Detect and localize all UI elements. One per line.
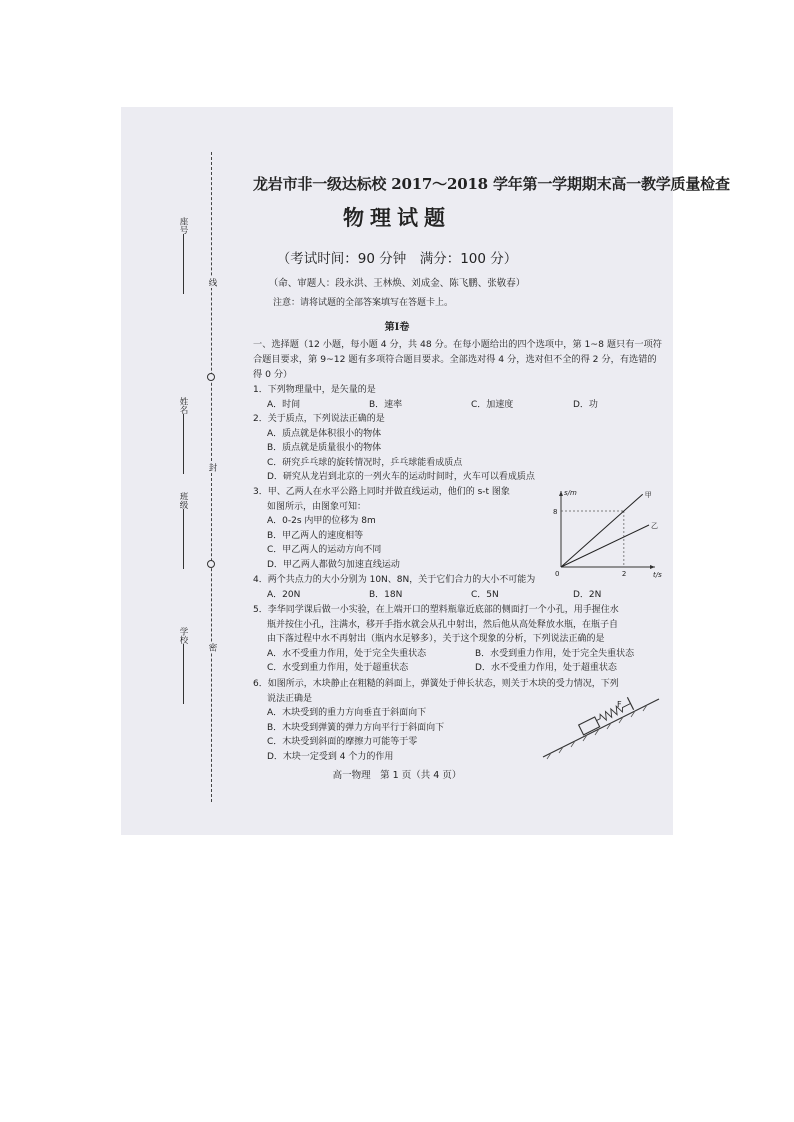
binding-word-mi: 密 xyxy=(207,643,217,652)
option-b: B．18N xyxy=(369,589,403,600)
option-c: C．5N xyxy=(471,589,499,600)
authors-line: （命、审题人：段永洪、王林焕、刘成金、陈飞鹏、张敬春） xyxy=(268,278,526,289)
question-2 xyxy=(253,412,535,485)
series-label-1: 乙 xyxy=(651,522,658,530)
series-line-0 xyxy=(561,494,643,567)
option-b: B．木块受到弹簧的弹力方向平行于斜面向下 xyxy=(267,722,445,733)
class-field: 班级 xyxy=(177,492,189,569)
spring-wall xyxy=(627,697,633,710)
x-tick-label: 2 xyxy=(621,570,627,578)
option-d: D．功 xyxy=(573,399,598,410)
option-c: C．木块受到斜面的摩擦力可能等于零 xyxy=(267,737,418,747)
volume-heading: 第Ⅰ卷 xyxy=(384,322,410,333)
option-b: B．速率 xyxy=(369,399,403,410)
x-axis-label: t/s xyxy=(653,571,662,579)
binding-circle-top xyxy=(207,373,215,381)
option-c: C．甲乙两人的运动方向不同 xyxy=(267,545,382,555)
subject-title: 物理试题 xyxy=(343,205,451,230)
force-label: F xyxy=(617,700,622,709)
binding-word-feng: 封 xyxy=(207,463,217,472)
question-stem-cont: 说法正确是 xyxy=(267,693,313,704)
exam-title: 龙岩市非一级达标校 2017～2018 学年第一学期期末高一教学质量检查 xyxy=(253,175,730,193)
y-axis-arrow xyxy=(559,491,563,496)
question-stem: 4．两个共点力的大小分别为 10N、8N，关于它们合力的大小不可能为 xyxy=(253,575,536,585)
question-stem-cont: 瓶并按住小孔，注满水，移开手指水就会从孔中射出，然后他从高处释放水瓶，在瓶子自 xyxy=(267,619,619,630)
y-axis-label: s/m xyxy=(564,489,577,497)
question-stem: 3．甲、乙两人在水平公路上同时并做直线运动，他们的 s-t 图象 xyxy=(253,487,510,497)
option-c: C．水受到重力作用，处于超重状态 xyxy=(267,663,409,673)
option-d: D．研究从龙岩到北京的一列火车的运动时间时，火车可以看成质点 xyxy=(267,472,535,482)
option-b: B．水受到重力作用，处于完全失重状态 xyxy=(475,648,635,659)
question-stem: 2．关于质点，下列说法正确的是 xyxy=(253,414,385,424)
binding-circle-bottom xyxy=(207,560,215,568)
seat-number-field: 座号 xyxy=(177,217,189,294)
option-d: D．甲乙两人都做匀加速直线运动 xyxy=(267,559,400,570)
section-instructions: 一、选择题（12 小题，每小题 4 分，共 48 分。在每小题给出的四个选项中，第 1~8 题只有一项符合题目要求，第 9~12 题有多项符合题目要求。全部选对得 4 分，选对但不全的得 2 分，有选错的得 0 分） xyxy=(253,339,662,380)
option-a: A．20N xyxy=(267,589,301,600)
spring xyxy=(595,700,633,724)
name-field: 姓名 xyxy=(177,397,189,474)
option-a: A．质点就是体积很小的物体 xyxy=(267,428,382,439)
series-label-0: 甲 xyxy=(644,491,652,500)
question-stem: 1．下列物理量中，是矢量的是 xyxy=(253,385,376,395)
page-footer: 高一物理 第 1 页（共 4 页） xyxy=(332,770,462,781)
question-stem-cont: 由下落过程中水不再射出（瓶内水足够多），关于这个现象的分析，下列说法正确的是 xyxy=(267,634,605,644)
option-a: A．时间 xyxy=(267,399,301,410)
option-b: B．甲乙两人的速度相等 xyxy=(267,530,364,541)
option-c: C．加速度 xyxy=(471,399,514,410)
option-a: A．木块受到的重力方向垂直于斜面向下 xyxy=(267,708,427,718)
notice-line: 注意：请将试题的全部答案填写在答题卡上。 xyxy=(273,298,454,308)
option-c: C．研究乒乓球的旋转情况时，乒乓球能看成质点 xyxy=(267,457,463,468)
option-b: B．质点就是质量很小的物体 xyxy=(267,443,382,453)
question-3 xyxy=(253,485,510,572)
school-field: 学校 xyxy=(177,627,189,704)
question-stem-cont: 如图所示，由图象可知： xyxy=(267,501,367,512)
scanned-page xyxy=(121,107,730,835)
st-graph xyxy=(549,485,669,580)
exam-time-score: （考试时间：90 分钟 满分：100 分） xyxy=(276,251,518,267)
option-d: D．2N xyxy=(573,589,602,600)
option-d: D．水不受重力作用，处于超重状态 xyxy=(475,663,617,673)
x-tick-label: 0 xyxy=(555,570,560,578)
x-axis-arrow xyxy=(650,565,655,569)
option-a: A．0-2s 内甲的位移为 8m xyxy=(267,516,376,526)
question-5 xyxy=(253,603,683,676)
series-line-1 xyxy=(561,525,649,567)
question-stem: 5．李华同学课后做一小实验，在上端开口的塑料瓶靠近底部的侧面打一个小孔，用手握住水 xyxy=(253,605,619,615)
question-1 xyxy=(253,383,675,412)
option-d: D．木块一定受到 4 个力的作用 xyxy=(267,751,394,762)
y-tick-label: 8 xyxy=(553,508,558,516)
incline-spring-figure xyxy=(541,695,661,760)
question-stem: 6．如图所示，木块静止在粗糙的斜面上，弹簧处于伸长状态，则关于木块的受力情况，下列 xyxy=(253,679,619,689)
option-a: A．水不受重力作用，处于完全失重状态 xyxy=(267,648,427,659)
binding-word-xian: 线 xyxy=(207,278,217,287)
incline-surface xyxy=(543,699,659,757)
question-4 xyxy=(253,573,675,602)
